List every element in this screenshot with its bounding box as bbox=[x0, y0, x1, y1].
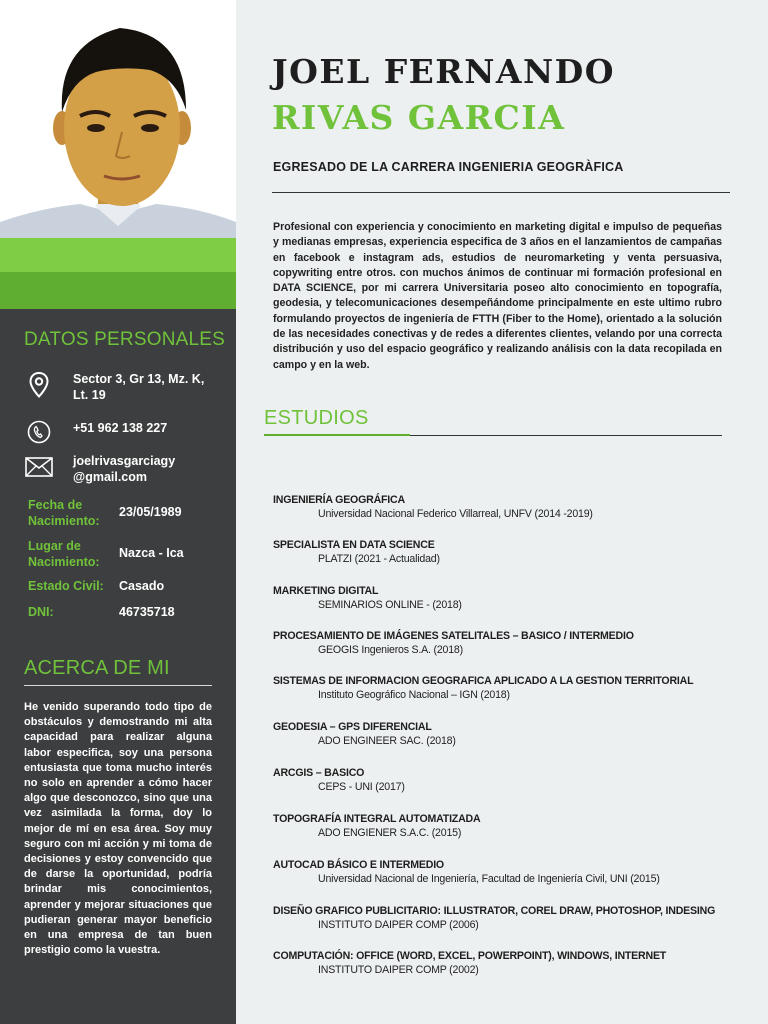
civil-status-row bbox=[28, 578, 228, 594]
study-title: TOPOGRAFÍA INTEGRAL AUTOMATIZADA bbox=[273, 813, 481, 825]
study-detail: PLATZI (2021 - Actualidad) bbox=[318, 553, 440, 565]
study-detail: CEPS - UNI (2017) bbox=[318, 781, 405, 793]
email-row bbox=[24, 453, 224, 485]
study-item bbox=[273, 858, 733, 887]
profile-summary: Profesional con experiencia y conocimiento en marketing digital e impulso de pequeñas y medianas empresas, experiencia especifica de 3 años en el lanzamientos de campañas en facebook e instagram ads, estudios de neuromarketing y venta persuasiva, copywriting entre otros. con muchos ánimos de continuar mi formación profesional en DATA SCIENCE, por mi carrera Universitaria poseo alto conocimiento en topografía, geodesia, y telecomunicaciones desempeñándome principalmente en este ultimo rubro formulando proyectos de ingeniería de FTTH (Fiber to the Home), orientado a la solución de las necesidades conectivas y de redes a diferentes clientes, velando por una correcta distribución y uso del espacio geográfico y realizando análisis con la data recopilada en campo y en la web. bbox=[273, 221, 722, 371]
address-text bbox=[73, 371, 204, 403]
green-band-light bbox=[0, 238, 236, 272]
birth-place-value: Nazca - Ica bbox=[119, 546, 184, 560]
study-item bbox=[273, 674, 733, 703]
birth-date-label bbox=[28, 497, 119, 529]
study-item bbox=[273, 812, 733, 841]
envelope-icon bbox=[24, 453, 54, 481]
email-line-1: joelrivasgarciagy bbox=[73, 454, 176, 468]
study-item bbox=[273, 493, 733, 522]
study-detail: Universidad Nacional Federico Villarreal, UNFV (2014 -2019) bbox=[318, 508, 593, 520]
civil-status-value: Casado bbox=[119, 579, 165, 593]
study-title: AUTOCAD BÁSICO E INTERMEDIO bbox=[273, 859, 444, 871]
birth-date-row bbox=[28, 497, 228, 529]
birth-place-row bbox=[28, 538, 228, 570]
birth-label-line-2: Nacimiento: bbox=[28, 514, 100, 528]
about-underline bbox=[24, 685, 212, 686]
email-text bbox=[73, 453, 175, 485]
profile-photo bbox=[0, 0, 236, 238]
study-detail: ADO ENGIENER S.A.C. (2015) bbox=[318, 827, 462, 839]
study-title: COMPUTACIÓN: OFFICE (WORD, EXCEL, POWERPOINT), WINDOWS, INTERNET bbox=[273, 950, 667, 962]
address-line-2: Lt. 19 bbox=[73, 388, 106, 402]
phone-icon bbox=[24, 418, 54, 446]
portrait-illustration bbox=[0, 0, 236, 238]
study-title: INGENIERÍA GEOGRÁFICA bbox=[273, 494, 405, 506]
dni-value: 46735718 bbox=[119, 605, 175, 619]
study-item bbox=[273, 538, 733, 567]
study-title: SPECIALISTA EN DATA SCIENCE bbox=[273, 539, 435, 551]
place-label-line-2: Nacimiento: bbox=[28, 555, 100, 569]
study-title: MARKETING DIGITAL bbox=[273, 585, 379, 597]
name-second-line: RIVAS GARCIA bbox=[272, 98, 566, 137]
studies-divider-accent bbox=[264, 434, 410, 436]
study-title: GEODESIA – GPS DIFERENCIAL bbox=[273, 721, 432, 733]
header-divider bbox=[272, 192, 730, 193]
study-item bbox=[273, 904, 733, 933]
location-pin-icon bbox=[24, 371, 54, 399]
dni-row bbox=[28, 604, 228, 620]
study-item bbox=[273, 949, 733, 978]
study-detail: Instituto Geográfico Nacional – IGN (2018) bbox=[318, 689, 510, 701]
study-item bbox=[273, 584, 733, 613]
study-detail: GEOGIS Ingenieros S.A. (2018) bbox=[318, 644, 463, 656]
dni-label: DNI: bbox=[28, 605, 54, 619]
career-subtitle: EGRESADO DE LA CARRERA INGENIERIA GEOGRÀFICA bbox=[273, 160, 624, 174]
address-row bbox=[24, 371, 224, 403]
study-item bbox=[273, 766, 733, 795]
about-text: He venido superando todo tipo de obstáculos y demostrando mi alta capacidad para realizar alguna labor especifica, soy una persona entusiasta que toma mucho interés no solo en aprender a cómo hacer algo que desconozco, sino que una vez asimilada la forma, doy lo mejor de mí en esa área. Soy muy seguro con mi acción y mi toma de decisiones y estoy convencido que de darse la oportunidad, podría brindar mis conocimientos, aprender y mejorar situaciones que pudieran generar mayor beneficio en una empresa de tan buen prestigio como la vuestra. bbox=[24, 701, 212, 957]
green-band-dark bbox=[0, 272, 236, 309]
study-title: ARCGIS – BASICO bbox=[273, 767, 365, 779]
birth-place-label bbox=[28, 538, 119, 570]
study-detail: SEMINARIOS ONLINE - (2018) bbox=[318, 599, 462, 611]
civil-status-label: Estado Civil: bbox=[28, 579, 104, 593]
personal-data-title: DATOS PERSONALES bbox=[24, 329, 226, 350]
studies-title: ESTUDIOS bbox=[264, 407, 369, 429]
email-line-2: @gmail.com bbox=[73, 470, 148, 484]
study-detail: INSTITUTO DAIPER COMP (2006) bbox=[318, 919, 479, 931]
study-item bbox=[273, 720, 733, 749]
place-label-line-1: Lugar de bbox=[28, 539, 81, 553]
study-detail: INSTITUTO DAIPER COMP (2002) bbox=[318, 964, 479, 976]
phone-text: +51 962 138 227 bbox=[73, 421, 168, 435]
phone-row bbox=[24, 418, 224, 446]
study-detail: ADO ENGINEER SAC. (2018) bbox=[318, 735, 456, 747]
study-item bbox=[273, 629, 733, 658]
study-title: DISEÑO GRAFICO PUBLICITARIO: ILLUSTRATOR, COREL DRAW, PHOTOSHOP, INDESING bbox=[273, 905, 716, 917]
address-line-1: Sector 3, Gr 13, Mz. K, bbox=[73, 372, 205, 386]
birth-label-line-1: Fecha de bbox=[28, 498, 83, 512]
birth-date-value: 23/05/1989 bbox=[119, 505, 182, 519]
study-title: SISTEMAS DE INFORMACION GEOGRAFICA APLICADO A LA GESTION TERRITORIAL bbox=[273, 675, 694, 687]
name-first-line: JOEL FERNANDO bbox=[272, 52, 616, 91]
study-detail: Universidad Nacional de Ingeniería, Facultad de Ingeniería Civil, UNI (2015) bbox=[318, 873, 660, 885]
about-title: ACERCA DE MI bbox=[24, 657, 170, 679]
study-title: PROCESAMIENTO DE IMÁGENES SATELITALES – BASICO / INTERMEDIO bbox=[273, 630, 634, 642]
left-sidebar bbox=[0, 0, 236, 1024]
